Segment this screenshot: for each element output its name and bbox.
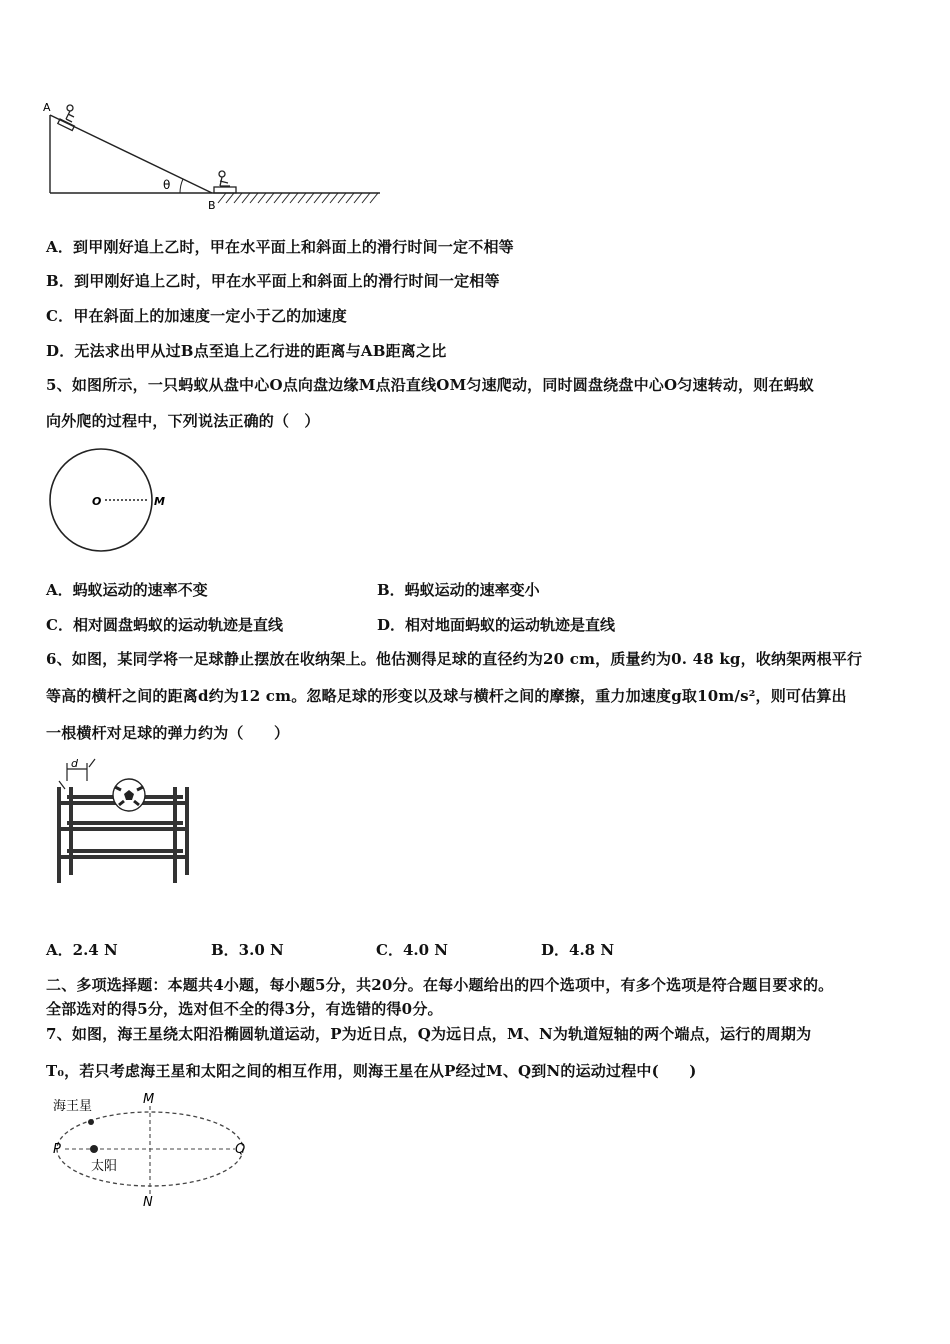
label-planet: 海王星 [53, 1099, 93, 1114]
label-q: Q [235, 1142, 246, 1157]
skier-b-icon [214, 171, 236, 193]
q6-stem-line2: 等高的横杆之间的距离d约为12 cm。忽略足球的形变以及球与横杆之间的摩擦，重力加速度g取10m/s²，则可估算出 [46, 687, 847, 705]
q6-option-b: B．3.0 N [211, 941, 284, 959]
label-sun: 太阳 [91, 1159, 118, 1174]
q6-option-c: C．4.0 N [376, 941, 448, 959]
q6-stem-line3: 一根横杆对足球的弹力约为（ ） [46, 724, 290, 742]
q6-stem-line1: 6、如图，某同学将一足球静止摆放在收纳架上。他估测得足球的直径约为20 cm，质量约为0. 48 kg，收纳架两根平行 [46, 650, 863, 668]
label-a: A [43, 101, 51, 114]
q5-stem-line1: 5、如图所示，一只蚂蚁从盘中心O点向盘边缘M点沿直线OM匀速爬动，同时圆盘绕盘中心O匀速转动，则在蚂蚁 [46, 376, 815, 394]
q5-option-b: B．蚂蚁运动的速率变小 [377, 581, 540, 599]
q4-option-d: D．无法求出甲从过B点至追上乙行进的距离与AB距离之比 [46, 342, 447, 360]
q7-stem-line2: T₀，若只考虑海王星和太阳之间的相互作用，则海王星在从P经过M、Q到N的运动过程中( ) [46, 1062, 697, 1080]
label-theta: θ [163, 178, 171, 192]
skier-a-icon [58, 105, 75, 131]
football-icon [113, 779, 145, 811]
label-m: M [154, 495, 165, 508]
q5-option-d: D．相对地面蚂蚁的运动轨迹是直线 [377, 616, 616, 634]
section2-line1: 二、多项选择题：本题共4小题，每小题5分，共20分。在每小题给出的四个选项中，有多个选项是符合题目要求的。 [46, 976, 834, 994]
disk-figure [48, 448, 168, 558]
ground-hatch [218, 193, 378, 203]
label-b: B [208, 199, 216, 212]
q5-option-a: A．蚂蚁运动的速率不变 [46, 581, 208, 599]
label-m: M [143, 1092, 155, 1107]
q5-stem-line2: 向外爬的过程中，下列说法正确的（ ） [46, 412, 320, 430]
q6-option-d: D．4.8 N [541, 941, 615, 959]
label-n: N [143, 1195, 153, 1210]
label-p: P [53, 1142, 61, 1157]
section2-line2: 全部选对的得5分，选对但不全的得3分，有选错的得0分。 [46, 1000, 443, 1018]
sun-dot [90, 1145, 98, 1153]
q5-option-c: C．相对圆盘蚂蚁的运动轨迹是直线 [46, 616, 283, 634]
q7-stem-line1: 7、如图，海王星绕太阳沿椭圆轨道运动，P为近日点，Q为远日点，M、N为轨道短轴的两个端点，运行的周期为 [46, 1025, 812, 1043]
shelf-figure [45, 757, 205, 889]
q4-option-c: C．甲在斜面上的加速度一定小于乙的加速度 [46, 307, 347, 325]
q4-option-b: B．到甲刚好追上乙时，甲在水平面上和斜面上的滑行时间一定相等 [46, 272, 500, 290]
orbit-figure [45, 1088, 265, 1213]
planet-dot [88, 1119, 94, 1125]
q4-option-a: A．到甲刚好追上乙时，甲在水平面上和斜面上的滑行时间一定不相等 [46, 238, 514, 256]
label-o: O [92, 495, 102, 508]
incline-figure [40, 95, 390, 215]
label-d: d [71, 757, 78, 770]
q6-option-a: A．2.4 N [46, 941, 118, 959]
